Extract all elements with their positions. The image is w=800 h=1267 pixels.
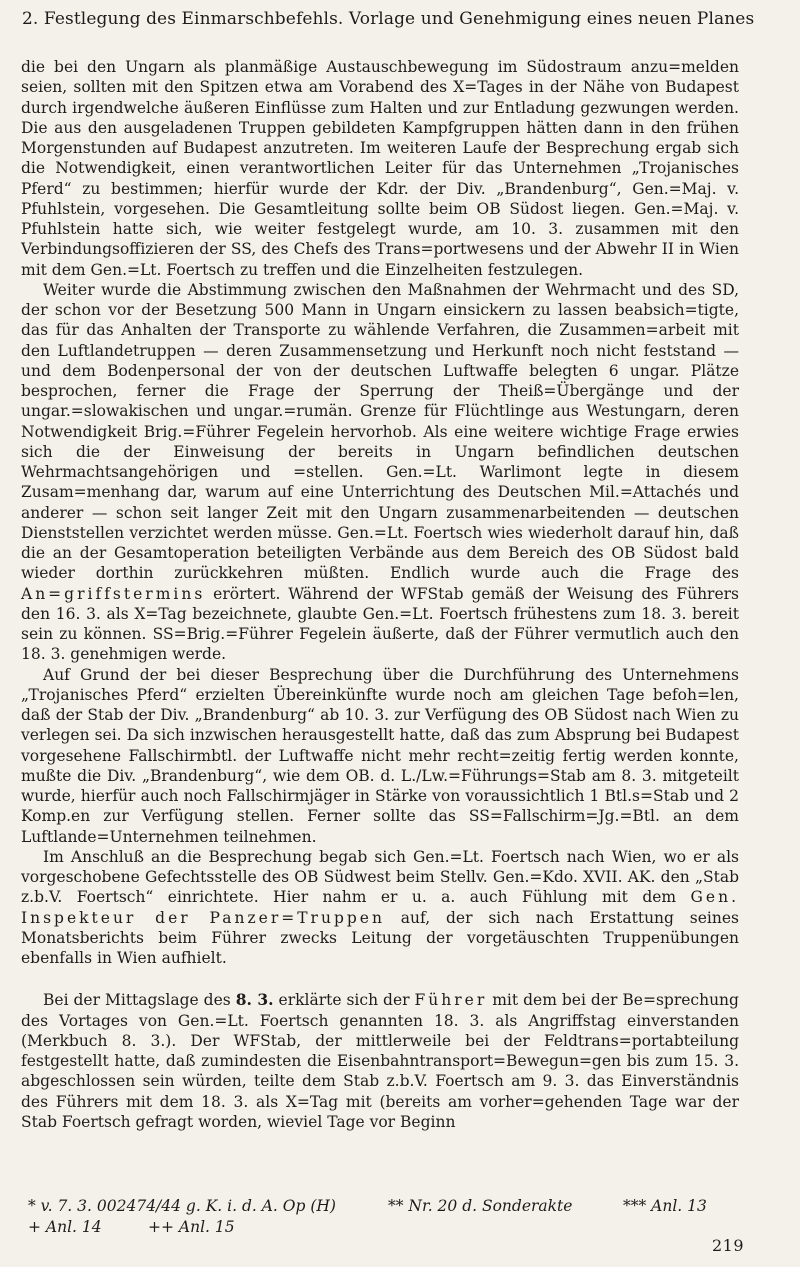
footnote-1: * v. 7. 3. 002474/44 g. K. i. d. A. Op (H)	[28, 1197, 336, 1215]
paragraph-5-part-b: erklärte sich der	[278, 991, 410, 1010]
paragraph-2-part-a: Weiter wurde die Abstimmung zwischen den Maßnahmen der Wehrmacht und des SD, der schon vor der Besetzung 500 Mann in Ungarn einsickern zu lassen beabsich=tigte, das für das Anhalten der Transporte zu wählende Verfahren, die Zusammen=arbeit mit den Luftlandetruppen — deren Zusammensetzung und Herkunft noch nicht feststand — und dem Bodenpersonal der von der deutschen Luftwaffe belegten 6 ungar. Plätze besprochen, ferner die Frage der Sperrung der Theiß=Übergänge und der ungar.=slowakischen und ungar.=rumän. Grenze für Flüchtlinge aus Westungarn, deren Notwendigkeit Brig.=Führer Fegelein hervorhob. Als eine weitere wichtige Frage erwies sich die der Einweisung der bereits in Ungarn befindlichen deutschen Wehrmachtsangehörigen und =stellen. Gen.=Lt. Warlimont legte in diesem Zusam=menhang dar, warum auf eine Unterrichtung des Deutschen Mil.=Attachés und anderer — schon seit langer Zeit mit den Ungarn zusammenarbeitenden — deutschen Dienststellen verzichtet werden müsse. Gen.=Lt. Foertsch wies wiederholt darauf hin, daß die an der Gesamtoperation beteiligten Verbände aus dem Bereich des OB Südost bald wieder dorthin zurückkehren müßten. Endlich wurde auch die Frage des	[21, 280, 739, 583]
paragraph-4	[21, 847, 739, 969]
footnote-4: + Anl. 14	[28, 1218, 102, 1236]
page-number: 219	[712, 1236, 745, 1255]
paragraph-2-part-b: erörtert. Während der WFStab gemäß der Weisung des Führers den 16. 3. als X=Tag bezeichnete, glaubte Gen.=Lt. Foertsch frühestens zum 18. 3. bereit sein zu können. SS=Brig.=Führer Fegelein äußerte, daß der Führer vermutlich auch den 18. 3. genehmigen werde.	[21, 584, 739, 664]
footnote-2: ** Nr. 20 d. Sonderakte	[388, 1197, 573, 1215]
paragraph-4-part-a: Im Anschluß an die Besprechung begab sich Gen.=Lt. Foertsch nach Wien, wo er als vorgeschobene Gefechtsstelle des OB Südwest beim Stellv. Gen.=Kdo. XVII. AK. den „Stab z.b.V. Foertsch“ einrichtete. Hier nahm er u. a. auch Fühlung mit dem	[21, 847, 739, 907]
spaced-term-angriffstermin: An=griffstermins	[21, 584, 206, 603]
running-head: 2. Festlegung des Einmarschbefehls. Vorlage und Genehmigung eines neuen Planes	[22, 9, 755, 29]
spaced-term-inspekteur: Gen. Inspekteur der Panzer=Truppen	[21, 888, 739, 927]
spaced-term-fuehrer: Führer	[414, 991, 488, 1010]
footnote-row-2	[28, 1217, 744, 1238]
footnote-row-1	[28, 1196, 744, 1217]
footnotes	[28, 1196, 744, 1238]
body-text	[21, 57, 739, 1132]
date-bold: 8. 3.	[235, 990, 274, 1010]
paragraph-1: die bei den Ungarn als planmäßige Austauschbewegung im Südostraum anzu=melden seien, sollten mit den Spitzen etwa am Vorabend des X=Tages in der Nähe von Budapest durch irgendwelche äußeren Einflüsse zum Halten und zur Entladung gezwungen werden. Die aus den ausgeladenen Truppen gebildeten Kampfgruppen hätten dann in den frühen Morgenstunden auf Budapest anzutreten. Im weiteren Laufe der Besprechung ergab sich die Notwendigkeit, einen verantwortlichen Leiter für das Unternehmen „Trojanisches Pferd“ zu bestimmen; hierfür wurde der Kdr. der Div. „Brandenburg“, Gen.=Maj. v. Pfuhlstein, vorgesehen. Die Gesamtleitung sollte beim OB Südost liegen. Gen.=Maj. v. Pfuhlstein hatte sich, wie weiter festgelegt wurde, am 10. 3. zusammen mit den Verbindungsoffizieren der SS, des Chefs des Trans=portwesens und der Abwehr II in Wien mit dem Gen.=Lt. Foertsch zu treffen und die Einzelheiten festzulegen.	[21, 58, 739, 279]
footnote-5: ++ Anl. 15	[148, 1218, 235, 1236]
paragraph-5-part-a: Bei der Mittagslage des	[43, 991, 231, 1010]
paragraph-4-part-b: auf, der sich nach Erstattung seines Monatsberichts beim Führer zwecks Leitung der vorgetäuschten Truppenübungen ebenfalls in Wien aufhielt.	[21, 908, 739, 967]
paragraph-5	[21, 990, 739, 1132]
paragraph-3: Auf Grund der bei dieser Besprechung über die Durchführung des Unternehmens „Trojanisches Pferd“ erzielten Übereinkünfte wurde noch am gleichen Tage befoh=len, daß der Stab der Div. „Brandenburg“ ab 10. 3. zur Verfügung des OB Südost nach Wien zu verlegen sei. Da sich inzwischen herausgestellt hatte, daß das zum Absprung bei Budapest vorgesehene Fallschirmbtl. der Luftwaffe nicht mehr recht=zeitig fertig werden konnte, mußte die Div. „Brandenburg“, wie dem OB. d. L./Lw.=Führungs=Stab am 8. 3. mitgeteilt wurde, hierfür auch noch Fallschirmjäger in Stärke von voraussichtlich 1 Btl.s=Stab und 2 Komp.en zur Verfügung stellen. Ferner sollte das SS=Fallschirm=Jg.=Btl. an dem Luftlande=Unternehmen teilnehmen.	[21, 665, 739, 846]
footnote-3: *** Anl. 13	[623, 1197, 707, 1215]
paragraph-5-part-c: mit dem bei der Be=sprechung des Vortages von Gen.=Lt. Foertsch genannten 18. 3. als Angriffstag einverstanden (Merkbuch 8. 3.). Der WFStab, der mittlerweile bei der Feldtrans=portabteilung festgestellt hatte, daß zumindesten die Eisenbahntransport=Bewegun=gen bis zum 15. 3. abgeschlossen sein würden, teilte dem Stab z.b.V. Foertsch am 9. 3. das Einverständnis des Führers mit dem 18. 3. als X=Tag mit (bereits am vorher=gehenden Tage war der Stab Foertsch gefragt worden, wieviel Tage vor Beginn	[21, 991, 739, 1131]
paragraph-2	[21, 280, 739, 665]
